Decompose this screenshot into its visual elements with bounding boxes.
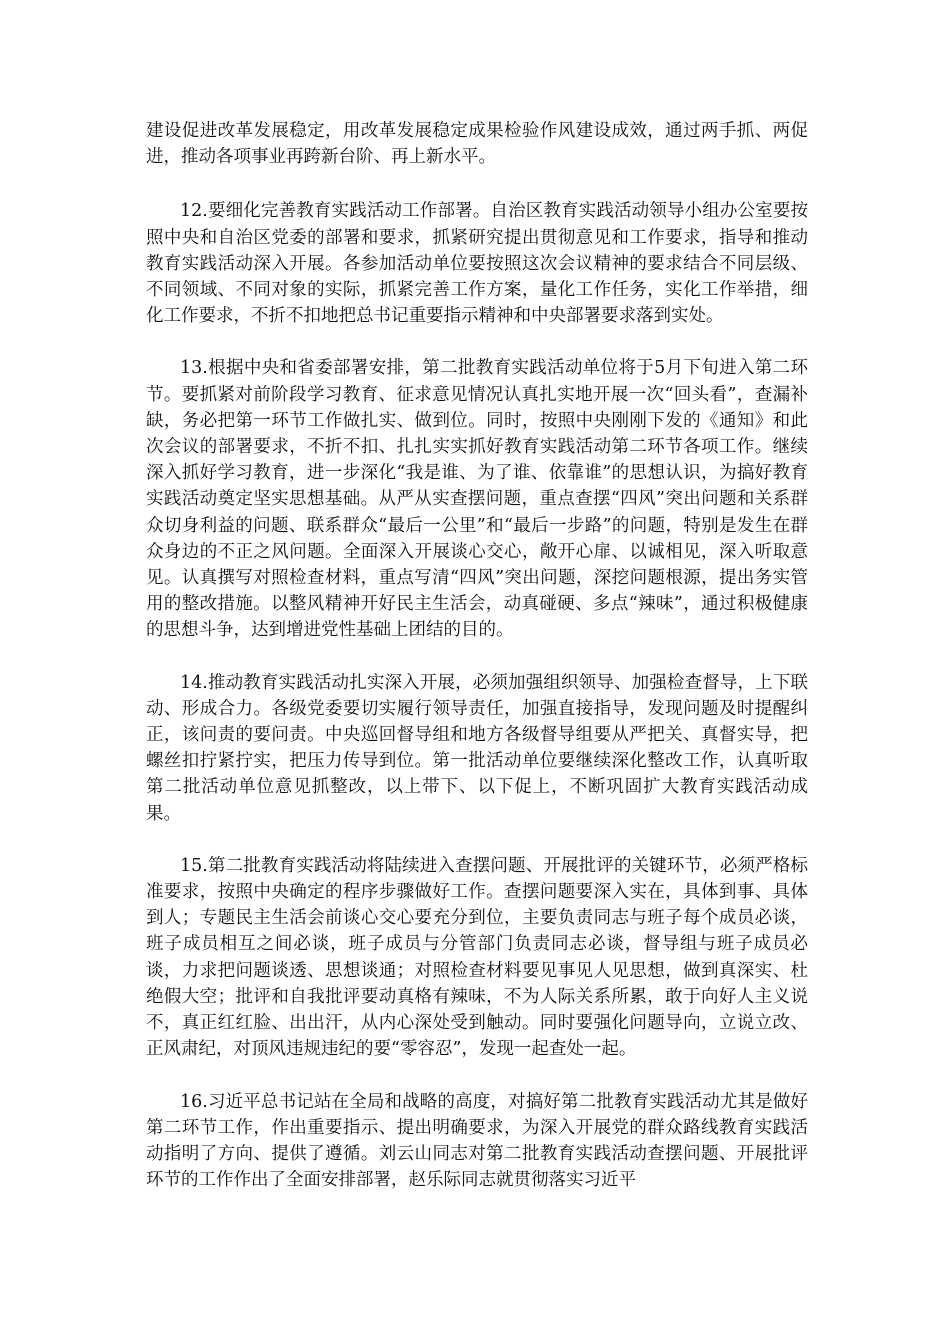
paragraph-15: 15.第二批教育实践活动将陆续进入查摆问题、开展批评的关键环节，必须严格标准要求，按照中央确定的程序步骤做好工作。查摆问题要深入实在，具体到事、具体到人；专题民主生活会前谈心交心要充分到位，主要负责同志与班子每个成员必谈，班子成员相互之间必谈，班子成员与分管部门负责同志必谈，督导组与班子成员必谈，力求把问题谈透、思想谈通；对照检查材料要见事见人见思想，做到真深实、杜绝假大空；批评和自我批评要动真格有辣味，不为人际关系所累，敢于向好人主义说不，真正红红脸、出出汗，从内心深处受到触动。同时要强化问题导向，立说立改、正风肃纪，对顶风违规违纪的要“零容忍”，发现一起查处一起。 xyxy=(146,855,808,1060)
document-body xyxy=(146,118,808,1219)
paragraph-12: 12.要细化完善教育实践活动工作部署。自治区教育实践活动领导小组办公室要按照中央和自治区党委的部署和要求，抓紧研究提出贯彻意见和工作要求，指导和推动教育实践活动深入开展。各参加活动单位要按照这次会议精神的要求结合不同层级、不同领域、不同对象的实际，抓紧完善工作方案，量化工作任务，实化工作举措，细化工作要求，不折不扣地把总书记重要指示精神和中央部署要求落到实处。 xyxy=(146,201,808,327)
paragraph-14: 14.推动教育实践活动扎实深入开展，必须加强组织领导、加强检查督导，上下联动、形成合力。各级党委要切实履行领导责任，加强直接指导，发现问题及时提醒纠正，该问责的要问责。中央巡回督导组和地方各级督导组要从严把关、真督实导，把螺丝扣拧紧拧实，把压力传导到位。第一批活动单位要继续深化整改工作，认真听取第二批活动单位意见抓整改，以上带下、以下促上，不断巩固扩大教育实践活动成果。 xyxy=(146,672,808,824)
paragraph-13: 13.根据中央和省委部署安排，第二批教育实践活动单位将于5月下旬进入第二环节。要抓紧对前阶段学习教育、征求意见情况认真扎实地开展一次“回头看”，查漏补缺，务必把第一环节工作做扎实、做到位。同时，按照中央刚刚下发的《通知》和此次会议的部署要求，不折不扣、扎扎实实抓好教育实践活动第二环节各项工作。继续深入抓好学习教育，进一步深化“我是谁、为了谁、依靠谁”的思想认识，为搞好教育实践活动奠定坚实思想基础。从严从实查摆问题，重点查摆“四风”突出问题和关系群众切身利益的问题、联系群众“最后一公里”和“最后一步路”的问题，特别是发生在群众身边的不正之风问题。全面深入开展谈心交心，敞开心扉、以诚相见，深入听取意见。认真撰写对照检查材料，重点写清“四风”突出问题，深挖问题根源，提出务实管用的整改措施。以整风精神开好民主生活会，动真碰硬、多点“辣味”，通过积极健康的思想斗争，达到增进党性基础上团结的目的。 xyxy=(146,358,808,641)
paragraph-continuation: 建设促进改革发展稳定，用改革发展稳定成果检验作风建设成效，通过两手抓、两促进，推动各项事业再跨新台阶、再上新水平。 xyxy=(146,121,808,168)
paragraph-16: 16.习近平总书记站在全局和战略的高度，对搞好第二批教育实践活动尤其是做好第二环节工作，作出重要指示、提出明确要求，为深入开展党的群众路线教育实践活动指明了方向、提供了遵循。刘云山同志对第二批教育实践活动查摆问题、开展批评环节的工作作出了全面安排部署，赵乐际同志就贯彻落实习近平 xyxy=(146,1091,808,1191)
